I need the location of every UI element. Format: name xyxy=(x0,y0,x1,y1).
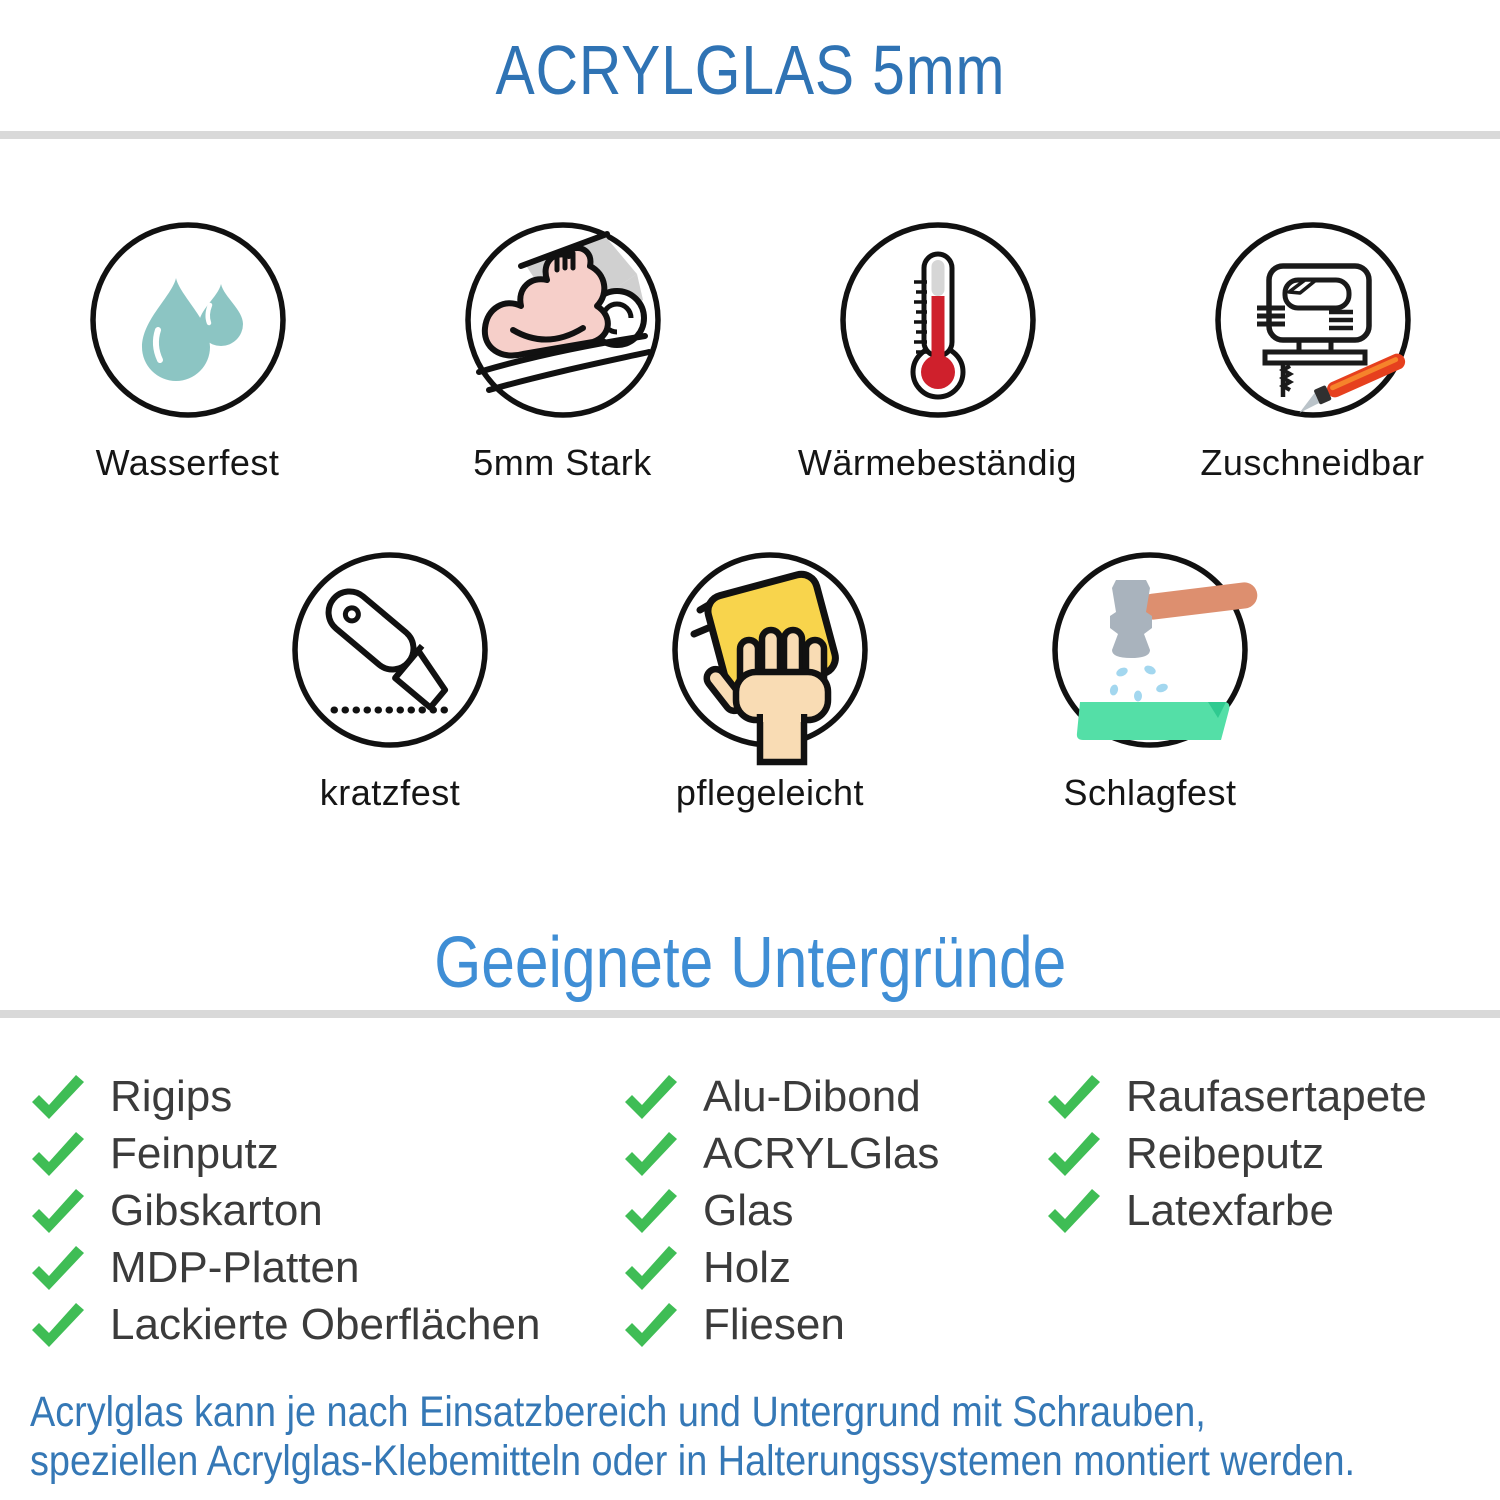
check-icon xyxy=(625,1075,677,1119)
substrate-item xyxy=(625,1296,939,1353)
substrates-column-2 xyxy=(625,1068,939,1353)
feature-label: Schlagfest xyxy=(1063,772,1237,813)
substrate-label: Holz xyxy=(703,1242,792,1292)
check-icon xyxy=(32,1189,84,1233)
feature-easycare xyxy=(580,550,960,814)
substrate-label: ACRYLGlas xyxy=(703,1128,940,1178)
footer-line-1: Acrylglas kann je nach Einsatzbereich und Untergrund mit Schrauben, xyxy=(30,1388,1206,1436)
cleaning-hand-icon xyxy=(670,550,870,750)
feature-label: Zuschneidbar xyxy=(1200,442,1425,483)
substrate-label: Lackierte Oberflächen xyxy=(110,1299,541,1349)
feature-impactproof xyxy=(960,550,1340,814)
footer-note xyxy=(30,1388,1355,1486)
jigsaw-cutter-icon xyxy=(1213,220,1413,420)
divider-bar-top xyxy=(0,131,1500,139)
water-drops-icon xyxy=(88,220,288,420)
feature-label: Wärmebeständig xyxy=(797,442,1078,483)
feature-thickness xyxy=(375,220,750,484)
substrate-label: Raufasertapete xyxy=(1126,1071,1427,1121)
check-icon xyxy=(625,1189,677,1233)
utility-knife-icon xyxy=(290,550,490,750)
feature-label: Wasserfest xyxy=(95,442,280,483)
substrate-item xyxy=(1048,1125,1427,1182)
substrate-label: Glas xyxy=(703,1185,794,1235)
section-title-text: Geeignete Untergründe xyxy=(433,923,1067,1003)
divider-bar-middle xyxy=(0,1010,1500,1018)
feature-waterproof xyxy=(0,220,375,484)
check-icon xyxy=(1048,1189,1100,1233)
substrate-label: Alu-Dibond xyxy=(703,1071,921,1121)
substrate-item xyxy=(32,1296,540,1353)
check-icon xyxy=(32,1075,84,1119)
check-icon xyxy=(32,1246,84,1290)
check-icon xyxy=(625,1132,677,1176)
footer-line-2: speziellen Acrylglas-Klebemitteln oder in Halterungssystemen montiert werden. xyxy=(30,1437,1356,1485)
thermometer-icon xyxy=(838,220,1038,420)
substrate-label: Rigips xyxy=(110,1071,233,1121)
feature-heat-resistant xyxy=(750,220,1125,484)
substrate-label: Latexfarbe xyxy=(1126,1185,1334,1235)
check-icon xyxy=(625,1303,677,1347)
substrates-column-1 xyxy=(32,1068,540,1353)
substrate-item xyxy=(32,1125,540,1182)
substrate-item xyxy=(32,1068,540,1125)
substrate-item xyxy=(32,1239,540,1296)
substrate-item xyxy=(1048,1068,1427,1125)
feature-label: 5mm Stark xyxy=(473,442,652,483)
feature-cuttable xyxy=(1125,220,1500,484)
feature-label: pflegeleicht xyxy=(675,772,865,813)
hammer-impact-icon xyxy=(1050,550,1250,750)
substrate-item xyxy=(32,1182,540,1239)
feature-scratchproof xyxy=(200,550,580,814)
check-icon xyxy=(32,1303,84,1347)
muscle-arm-icon xyxy=(463,220,663,420)
substrate-label: Fliesen xyxy=(703,1299,845,1349)
page-title-text: ACRYLGLAS 5mm xyxy=(495,31,1005,109)
check-icon xyxy=(1048,1132,1100,1176)
substrate-item xyxy=(625,1068,939,1125)
substrate-label: MDP-Platten xyxy=(110,1242,360,1292)
substrate-item xyxy=(625,1125,939,1182)
substrates-column-3 xyxy=(1048,1068,1427,1239)
feature-row-1 xyxy=(0,220,1500,484)
check-icon xyxy=(625,1246,677,1290)
substrate-label: Feinputz xyxy=(110,1128,279,1178)
substrate-item xyxy=(625,1182,939,1239)
substrate-label: Gibskarton xyxy=(110,1185,323,1235)
check-icon xyxy=(1048,1075,1100,1119)
substrate-label: Reibeputz xyxy=(1126,1128,1325,1178)
check-icon xyxy=(32,1132,84,1176)
feature-label: kratzfest xyxy=(319,772,461,813)
section-title xyxy=(0,922,1500,1004)
feature-row-2 xyxy=(200,550,1340,814)
page-title xyxy=(0,30,1500,110)
substrate-item xyxy=(1048,1182,1427,1239)
substrate-item xyxy=(625,1239,939,1296)
